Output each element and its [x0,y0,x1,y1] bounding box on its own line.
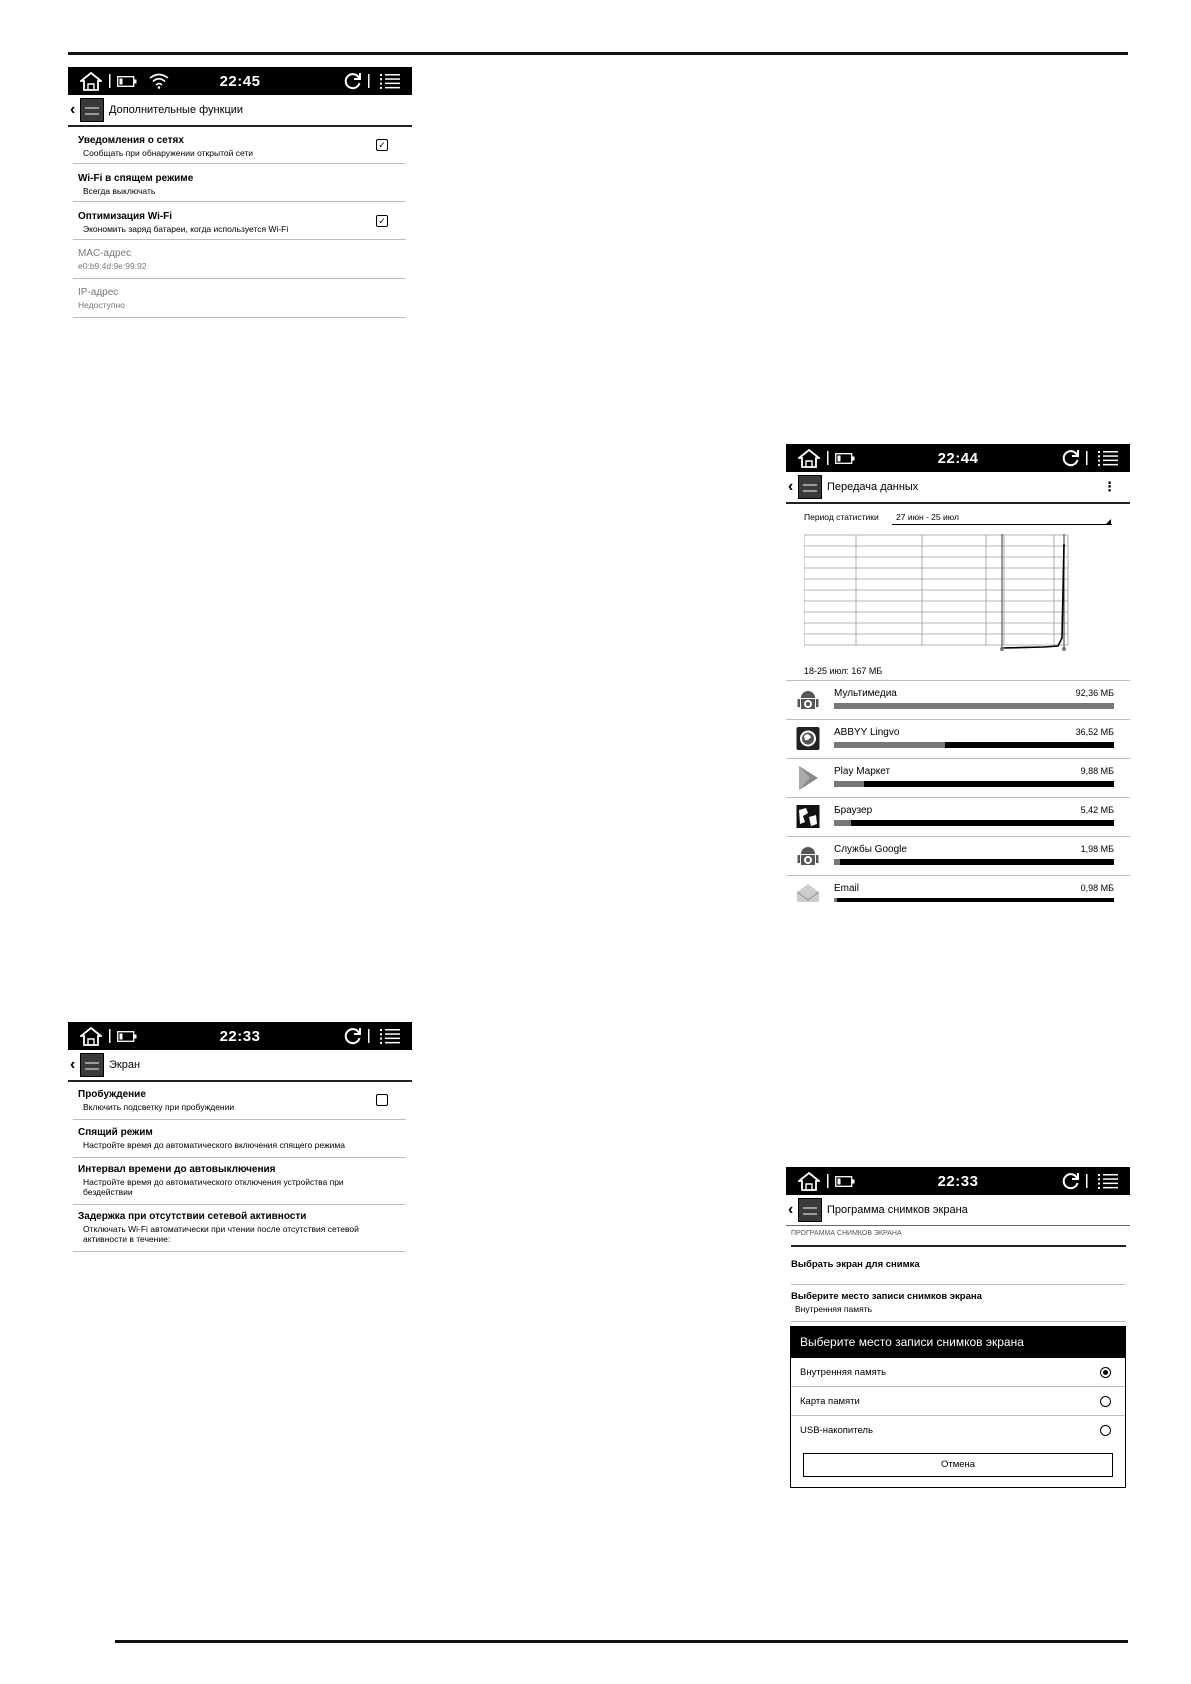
usage-bar [834,820,1114,826]
checkbox-unchecked[interactable] [376,1094,388,1106]
title-header [68,95,412,127]
section-header: ПРОГРАММА СНИМКОВ ЭКРАНА [791,1230,1126,1247]
settings-list [68,127,412,318]
screen-data-usage [786,444,1130,904]
clock: 22:33 [219,1027,261,1045]
radio-unselected[interactable] [1100,1425,1111,1436]
lingvo-globe-icon [796,726,820,752]
refresh-icon[interactable] [344,1027,362,1045]
status-bar [786,444,1130,472]
refresh-icon[interactable] [344,72,362,90]
title-header [786,1195,1130,1226]
usage-bar-fill [834,859,840,865]
overflow-menu-icon[interactable]: ⋮ [1103,479,1116,494]
divider-icon [1086,1174,1088,1188]
screen-title: Программа снимков экрана [827,1204,968,1216]
pref-sleep-mode[interactable]: Спящий режим Настройте время до автоматического включения спящего режима [73,1120,406,1158]
divider-icon [368,1029,370,1043]
usage-bar [834,859,1114,865]
period-selector[interactable] [786,510,1130,530]
title-header [786,472,1130,504]
period-label: Период статистики [804,512,879,522]
settings-list [68,1082,412,1252]
checkbox-checked[interactable]: ✓ [376,215,388,227]
bottom-rule [115,1640,1128,1643]
pref-mac-address: MAC-адрес e0:b9:4d:9e:99:92 [73,240,406,279]
android-icon [796,843,820,869]
pref-ip-address: IP-адрес Недоступно [73,279,406,318]
screen-screenshot-program [786,1167,1130,1497]
usage-summary: 18-25 июл: 167 МБ [804,666,883,676]
status-bar [68,67,412,95]
settings-app-icon [80,1053,104,1077]
divider-icon [368,74,370,88]
back-chevron-icon[interactable]: ‹ [70,1056,76,1073]
pref-wifi-sleep[interactable]: Wi-Fi в спящем режиме Всегда выключать [73,164,406,202]
app-usage-row[interactable]: Email 0,98 МБ [786,875,1130,902]
usage-bar-fill [834,703,1114,709]
screen-title: Дополнительные функции [109,104,244,116]
pref-wifi-optimization[interactable]: Оптимизация Wi-Fi Экономить заряд батареи, когда используется Wi-Fi ✓ [73,202,406,240]
play-store-icon [796,765,820,791]
settings-app-icon [80,98,104,122]
android-icon [796,687,820,713]
refresh-icon[interactable] [1062,1172,1080,1190]
app-usage-row[interactable]: Службы Google 1,98 МБ [786,836,1130,875]
status-bar [786,1167,1130,1195]
menu-list-icon[interactable] [1098,1174,1118,1189]
settings-app-icon [798,475,822,499]
back-chevron-icon[interactable]: ‹ [70,101,76,118]
usage-bar-fill [834,898,837,902]
back-chevron-icon[interactable]: ‹ [788,478,794,495]
screen-title: Экран [109,1059,141,1071]
settings-app-icon [798,1198,822,1222]
app-usage-row[interactable]: Мультимедиа 92,36 МБ [786,680,1130,719]
pref-network-inactivity-delay[interactable]: Задержка при отсутствии сетевой активности Отключать Wi-Fi автоматически при чтении после отсутствия сетевой активности в течение: [73,1205,406,1252]
email-envelope-icon [796,882,820,902]
usage-bar-fill [834,820,851,826]
browser-globe-icon [796,804,820,830]
data-usage-graph[interactable] [804,534,1074,654]
app-usage-list [786,680,1130,902]
save-location-dialog [790,1326,1126,1488]
clock: 22:33 [937,1172,979,1190]
screen-wifi-advanced [68,67,412,327]
divider-icon [1086,451,1088,465]
dropdown-arrow-icon [1106,519,1111,524]
radio-selected[interactable] [1100,1367,1111,1378]
dropdown-underline [892,524,1112,525]
clock: 22:44 [937,449,979,467]
screen-display [68,1022,412,1252]
usage-bar [834,781,1114,787]
back-chevron-icon[interactable]: ‹ [788,1201,794,1218]
pref-wake-backlight[interactable]: Пробуждение Включить подсветку при пробуждении [73,1082,406,1120]
usage-bar [834,742,1114,748]
app-usage-row[interactable]: Браузер 5,42 МБ [786,797,1130,836]
app-usage-row[interactable]: Play Маркет 9,88 МБ [786,758,1130,797]
pref-save-location[interactable]: Выберите место записи снимков экрана Внутренняя память [791,1285,1126,1322]
radio-option[interactable]: USB-накопитель [791,1416,1125,1444]
top-rule [68,52,1128,55]
checkbox-checked[interactable]: ✓ [376,139,388,151]
radio-unselected[interactable] [1100,1396,1111,1407]
clock: 22:45 [219,72,261,90]
status-bar [68,1022,412,1050]
usage-bar-fill [834,781,864,787]
usage-bar [834,703,1114,709]
menu-list-icon[interactable] [380,74,400,89]
app-usage-row[interactable]: ABBYY Lingvo 36,52 МБ [786,719,1130,758]
title-header [68,1050,412,1082]
period-value: 27 июн - 25 июл [896,512,959,522]
radio-option[interactable]: Карта памяти [791,1387,1125,1416]
usage-bar [834,898,1114,902]
radio-option[interactable]: Внутренняя память [791,1358,1125,1387]
screen-title: Передача данных [827,481,919,493]
menu-list-icon[interactable] [380,1029,400,1044]
pref-select-screen[interactable]: Выбрать экран для снимка [791,1247,1126,1285]
pref-network-notify[interactable]: Уведомления о сетях Сообщать при обнаружении открытой сети ✓ [73,127,406,164]
refresh-icon[interactable] [1062,449,1080,467]
cancel-button[interactable]: Отмена [803,1453,1113,1477]
menu-list-icon[interactable] [1098,451,1118,466]
dialog-title: Выберите место записи снимков экрана [791,1327,1125,1358]
pref-auto-off-interval[interactable]: Интервал времени до автовыключения Настройте время до автоматического отключения устройства при бездействии [73,1158,406,1205]
usage-bar-fill [834,742,945,748]
